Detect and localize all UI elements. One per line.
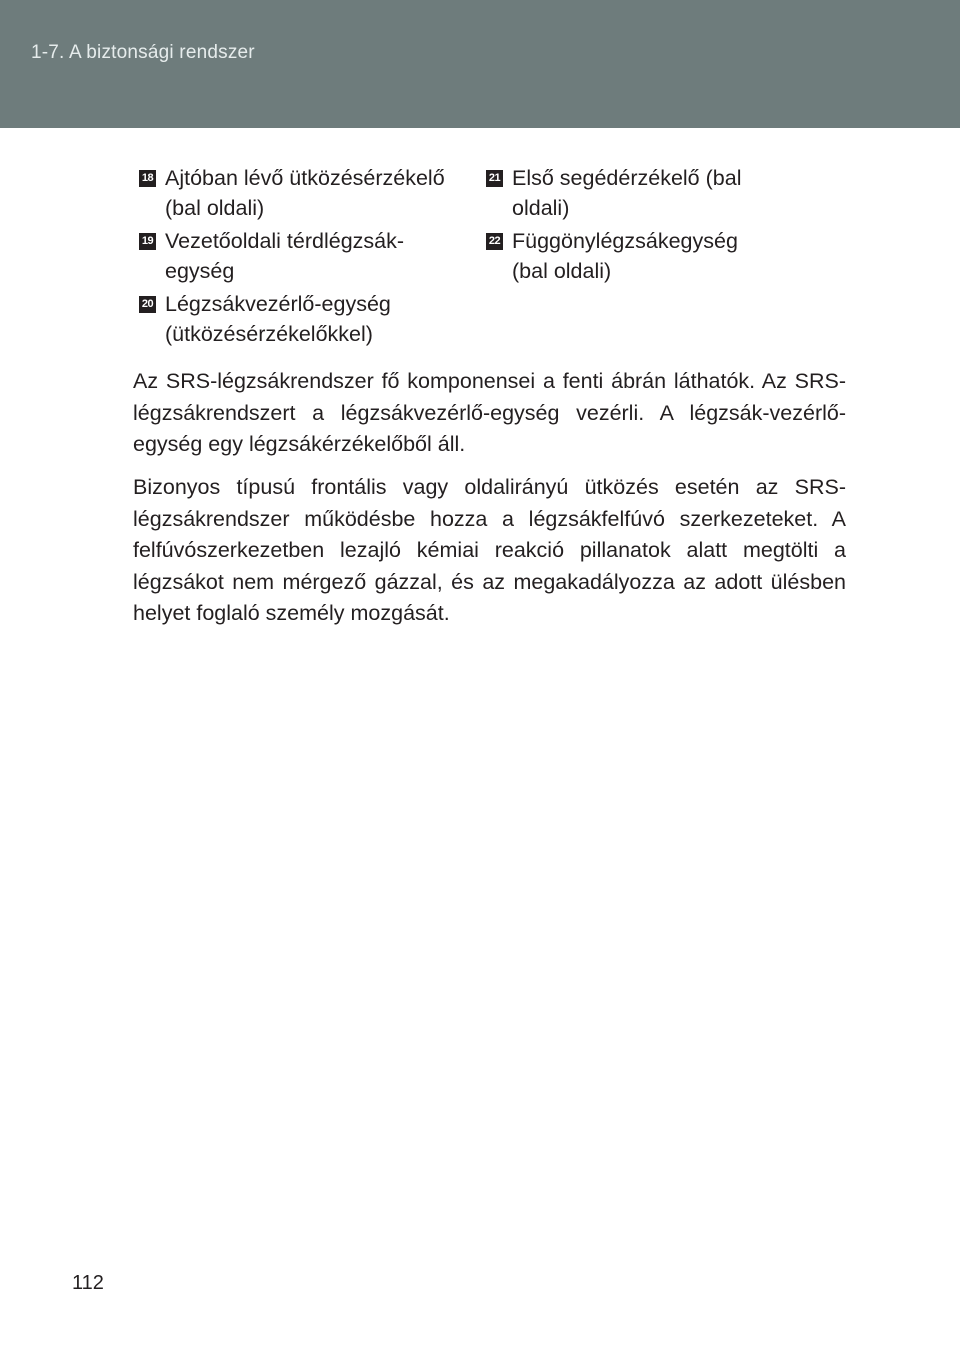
item-number-badge: 22	[486, 233, 503, 250]
legend-item-text: Első segédérzékelő (bal oldali)	[512, 166, 742, 220]
item-number-badge: 21	[486, 170, 503, 187]
legend-column-right	[486, 163, 786, 289]
legend-item	[139, 226, 469, 286]
legend-column-left	[139, 163, 469, 352]
legend-item-text: Ajtóban lévő ütközésérzékelő (bal oldali)	[165, 166, 445, 220]
legend-item-text: Függönylégzsákegység (bal oldali)	[512, 229, 738, 283]
legend-item-text: Vezetőoldali térdlégzsák- egység	[165, 229, 405, 283]
section-header-band	[0, 0, 960, 128]
legend-item-text: Légzsákvezérlő-egység (ütközésérzékelőkkel)	[165, 292, 391, 346]
legend-item	[486, 163, 786, 223]
item-number-badge: 20	[139, 296, 156, 313]
legend-item	[139, 289, 469, 349]
item-number-badge: 19	[139, 233, 156, 250]
page-number: 112	[72, 1272, 104, 1294]
body-paragraph: Bizonyos típusú frontális vagy oldalirányú ütközés esetén az SRS-légzsákrendszer működésbe hozza a légzsákfelfúvó szerkezeteket. A felfúvószerkezetben lezajló kémiai reakció pillanatok alatt megtölti a légzsákot nem mérgező gázzal, és az megakadályozza az adott ülésben helyet foglaló személy mozgását.	[133, 475, 846, 625]
body-paragraph: Az SRS-légzsákrendszer fő komponensei a fenti ábrán láthatók. Az SRS-légzsákrendszert a légzsákvezérlő-egység vezérli. A légzsák-vezérlő-egység egy légzsákérzékelőből áll.	[133, 369, 846, 456]
legend-item	[139, 163, 469, 223]
item-number-badge: 18	[139, 170, 156, 187]
legend-item	[486, 226, 786, 286]
section-title: 1-7. A biztonsági rendszer	[31, 42, 255, 63]
